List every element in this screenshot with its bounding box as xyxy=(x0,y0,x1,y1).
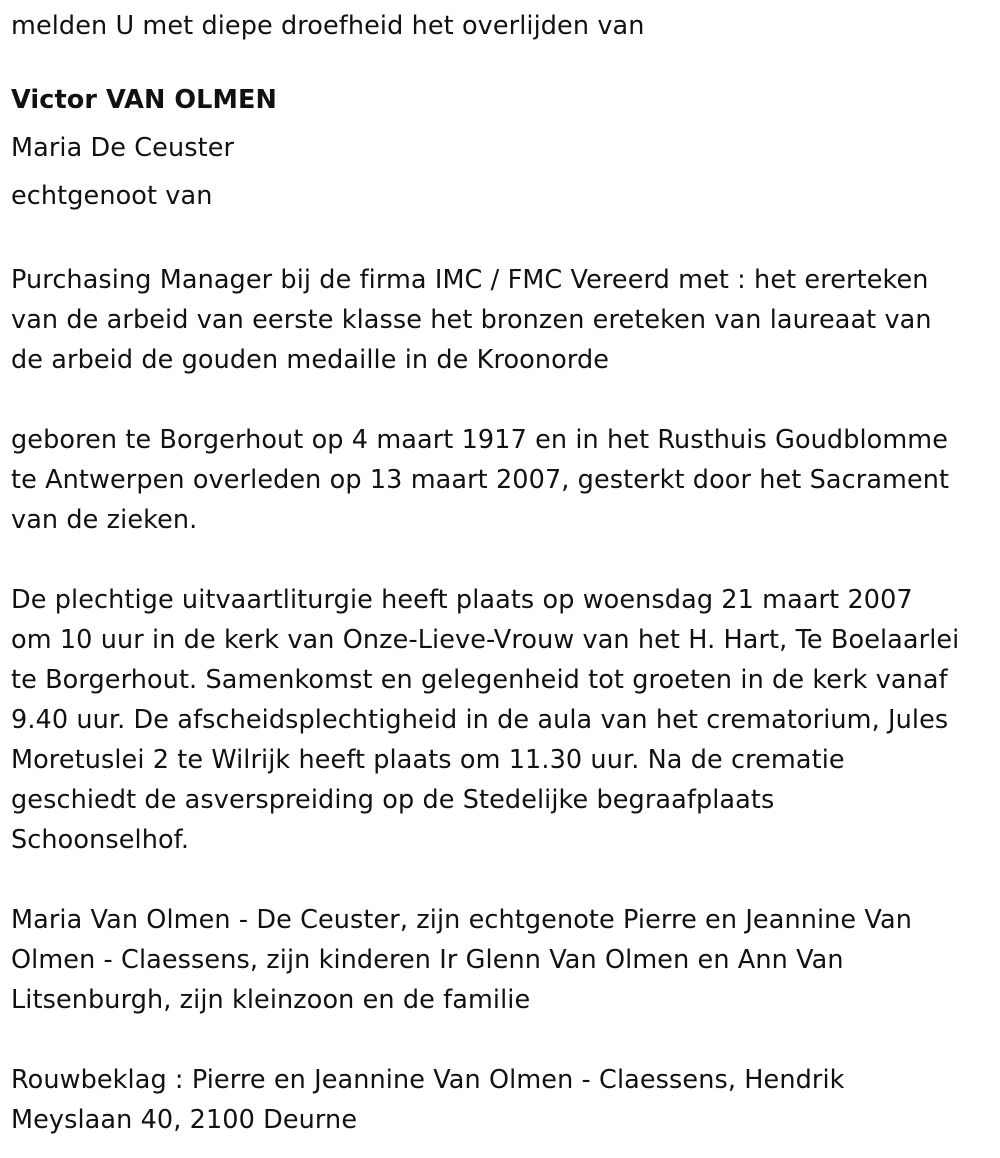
paragraph-line: Litsenburgh, zijn kleinzoon en de familie xyxy=(11,985,531,1015)
deceased-name: Victor VAN OLMEN xyxy=(11,85,277,115)
paragraph-line: te Antwerpen overleden op 13 maart 2007, gesterkt door het Sacrament xyxy=(11,465,950,495)
paragraph-line: de arbeid de gouden medaille in de Kroonorde xyxy=(11,345,610,375)
spouse-name: Maria De Ceuster xyxy=(11,133,235,163)
paragraph-line: Meyslaan 40, 2100 Deurne xyxy=(11,1105,358,1135)
paragraph-line: Maria Van Olmen - De Ceuster, zijn echtgenote Pierre en Jeannine Van xyxy=(11,905,912,935)
spacer xyxy=(11,540,995,580)
obituary-text xyxy=(11,6,995,1140)
paragraph-line: 9.40 uur. De afscheidsplechtigheid in de aula van het crematorium, Jules xyxy=(11,705,949,735)
paragraph-line: om 10 uur in de kerk van Onze-Lieve-Vrouw van het H. Hart, Te Boelaarlei xyxy=(11,625,960,655)
paragraph-line: Rouwbeklag : Pierre en Jeannine Van Olmen - Claessens, Hendrik xyxy=(11,1065,845,1095)
paragraph-line: De plechtige uitvaartliturgie heeft plaats op woensdag 21 maart 2007 xyxy=(11,585,913,615)
relation-text: echtgenoot van xyxy=(11,181,213,211)
intro-text: melden U met diepe droefheid het overlijden van xyxy=(11,11,645,41)
paragraph-line: van de zieken. xyxy=(11,505,198,535)
paragraph-line: geboren te Borgerhout op 4 maart 1917 en in het Rusthuis Goudblomme xyxy=(11,425,949,455)
paragraph-line: Moretuslei 2 te Wilrijk heeft plaats om 11.30 uur. Na de crematie xyxy=(11,745,845,775)
spacer xyxy=(11,380,995,420)
spacer xyxy=(11,1020,995,1060)
paragraph-line: te Borgerhout. Samenkomst en gelegenheid tot groeten in de kerk vanaf xyxy=(11,665,948,695)
spacer xyxy=(11,220,995,260)
condolences-paragraph xyxy=(11,1060,995,1140)
career-paragraph xyxy=(11,260,995,380)
paragraph-line: geschiedt de asverspreiding op de Stedelijke begraafplaats xyxy=(11,785,775,815)
paragraph-line: Purchasing Manager bij de firma IMC / FMC Vereerd met : het ererteken xyxy=(11,265,929,295)
birth-death-paragraph xyxy=(11,420,995,540)
funeral-paragraph xyxy=(11,580,995,860)
paragraph-line: Olmen - Claessens, zijn kinderen Ir Glenn Van Olmen en Ann Van xyxy=(11,945,844,975)
paragraph-line: Schoonselhof. xyxy=(11,825,190,855)
spacer xyxy=(11,860,995,900)
paragraph-line: van de arbeid van eerste klasse het bronzen ereteken van laureaat van xyxy=(11,305,932,335)
family-paragraph xyxy=(11,900,995,1020)
